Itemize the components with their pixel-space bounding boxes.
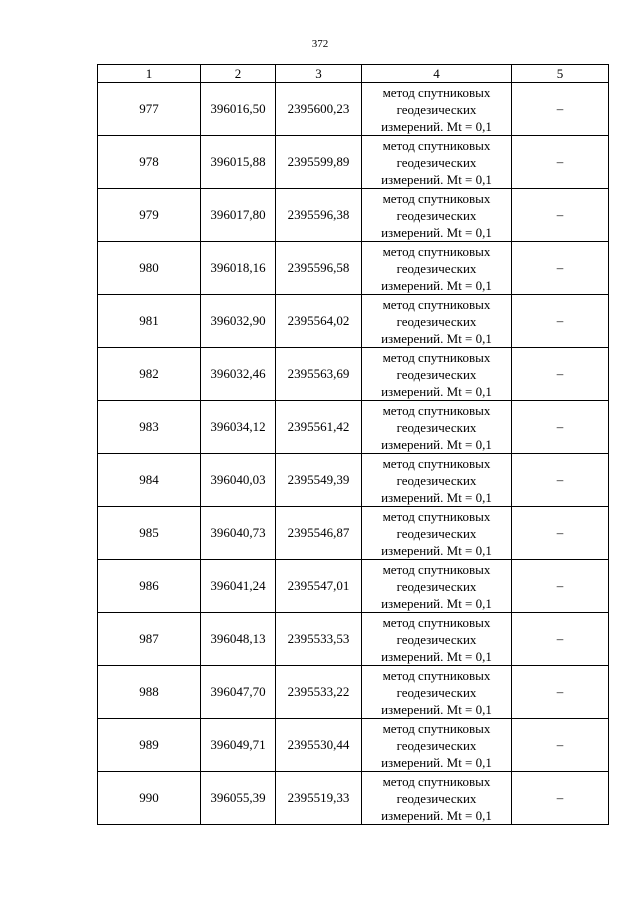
table-row xyxy=(98,295,609,348)
method-description xyxy=(362,295,512,348)
point-number: 977 xyxy=(98,83,201,136)
column-header-3: 3 xyxy=(276,65,362,83)
method-line: измерений. Mt = 0,1 xyxy=(381,436,492,452)
note: – xyxy=(512,136,609,189)
method-description xyxy=(362,136,512,189)
note: – xyxy=(512,613,609,666)
y-coordinate: 2395530,44 xyxy=(276,719,362,772)
method-line: измерений. Mt = 0,1 xyxy=(381,754,492,770)
point-number: 987 xyxy=(98,613,201,666)
y-coordinate: 2395599,89 xyxy=(276,136,362,189)
method-line: измерений. Mt = 0,1 xyxy=(381,171,492,187)
x-coordinate: 396032,90 xyxy=(201,295,276,348)
x-coordinate: 396015,88 xyxy=(201,136,276,189)
method-description xyxy=(362,507,512,560)
point-number: 983 xyxy=(98,401,201,454)
table-row xyxy=(98,560,609,613)
method-line: измерений. Mt = 0,1 xyxy=(381,648,492,664)
x-coordinate: 396032,46 xyxy=(201,348,276,401)
y-coordinate: 2395533,22 xyxy=(276,666,362,719)
note: – xyxy=(512,295,609,348)
method-line: метод спутниковых xyxy=(382,773,491,789)
method-line: геодезических xyxy=(396,472,477,488)
x-coordinate: 396047,70 xyxy=(201,666,276,719)
method-line: метод спутниковых xyxy=(382,667,491,683)
method-line: метод спутниковых xyxy=(382,720,491,736)
point-number: 982 xyxy=(98,348,201,401)
table-row xyxy=(98,401,609,454)
method-line: измерений. Mt = 0,1 xyxy=(381,595,492,611)
y-coordinate: 2395600,23 xyxy=(276,83,362,136)
method-line: измерений. Mt = 0,1 xyxy=(381,224,492,240)
y-coordinate: 2395533,53 xyxy=(276,613,362,666)
method-description xyxy=(362,83,512,136)
method-line: метод спутниковых xyxy=(382,402,491,418)
method-line: метод спутниковых xyxy=(382,137,491,153)
method-line: геодезических xyxy=(396,154,477,170)
x-coordinate: 396055,39 xyxy=(201,772,276,825)
method-description xyxy=(362,560,512,613)
y-coordinate: 2395596,38 xyxy=(276,189,362,242)
x-coordinate: 396018,16 xyxy=(201,242,276,295)
x-coordinate: 396034,12 xyxy=(201,401,276,454)
y-coordinate: 2395563,69 xyxy=(276,348,362,401)
method-description xyxy=(362,666,512,719)
method-line: метод спутниковых xyxy=(382,614,491,630)
method-description xyxy=(362,242,512,295)
table-row xyxy=(98,136,609,189)
table-row xyxy=(98,83,609,136)
method-line: геодезических xyxy=(396,631,477,647)
y-coordinate: 2395547,01 xyxy=(276,560,362,613)
table-row xyxy=(98,189,609,242)
method-line: геодезических xyxy=(396,207,477,223)
method-line: геодезических xyxy=(396,419,477,435)
method-line: измерений. Mt = 0,1 xyxy=(381,383,492,399)
method-description xyxy=(362,772,512,825)
method-line: измерений. Mt = 0,1 xyxy=(381,542,492,558)
point-number: 984 xyxy=(98,454,201,507)
method-line: геодезических xyxy=(396,366,477,382)
x-coordinate: 396040,73 xyxy=(201,507,276,560)
method-line: метод спутниковых xyxy=(382,561,491,577)
table-row xyxy=(98,719,609,772)
method-line: метод спутниковых xyxy=(382,455,491,471)
column-header-1: 1 xyxy=(98,65,201,83)
x-coordinate: 396040,03 xyxy=(201,454,276,507)
note: – xyxy=(512,401,609,454)
y-coordinate: 2395564,02 xyxy=(276,295,362,348)
note: – xyxy=(512,242,609,295)
point-number: 978 xyxy=(98,136,201,189)
x-coordinate: 396048,13 xyxy=(201,613,276,666)
point-number: 990 xyxy=(98,772,201,825)
note: – xyxy=(512,772,609,825)
note: – xyxy=(512,666,609,719)
method-line: геодезических xyxy=(396,684,477,700)
table-row xyxy=(98,772,609,825)
x-coordinate: 396017,80 xyxy=(201,189,276,242)
method-line: измерений. Mt = 0,1 xyxy=(381,277,492,293)
method-description xyxy=(362,348,512,401)
method-line: геодезических xyxy=(396,790,477,806)
point-number: 985 xyxy=(98,507,201,560)
method-line: геодезических xyxy=(396,313,477,329)
note: – xyxy=(512,719,609,772)
method-line: измерений. Mt = 0,1 xyxy=(381,701,492,717)
method-description xyxy=(362,454,512,507)
x-coordinate: 396016,50 xyxy=(201,83,276,136)
x-coordinate: 396041,24 xyxy=(201,560,276,613)
method-description xyxy=(362,613,512,666)
x-coordinate: 396049,71 xyxy=(201,719,276,772)
note: – xyxy=(512,560,609,613)
method-line: метод спутниковых xyxy=(382,84,491,100)
method-line: метод спутниковых xyxy=(382,243,491,259)
method-line: метод спутниковых xyxy=(382,190,491,206)
y-coordinate: 2395519,33 xyxy=(276,772,362,825)
method-line: геодезических xyxy=(396,260,477,276)
note: – xyxy=(512,348,609,401)
column-header-2: 2 xyxy=(201,65,276,83)
note: – xyxy=(512,507,609,560)
point-number: 986 xyxy=(98,560,201,613)
table-header-row xyxy=(98,65,609,83)
y-coordinate: 2395596,58 xyxy=(276,242,362,295)
table-row xyxy=(98,242,609,295)
coordinates-table xyxy=(97,64,609,825)
page-number: 372 xyxy=(311,38,329,50)
point-number: 980 xyxy=(98,242,201,295)
method-line: измерений. Mt = 0,1 xyxy=(381,330,492,346)
y-coordinate: 2395549,39 xyxy=(276,454,362,507)
method-description xyxy=(362,719,512,772)
table-row xyxy=(98,666,609,719)
note: – xyxy=(512,454,609,507)
table-row xyxy=(98,454,609,507)
point-number: 989 xyxy=(98,719,201,772)
method-line: геодезических xyxy=(396,737,477,753)
point-number: 979 xyxy=(98,189,201,242)
point-number: 981 xyxy=(98,295,201,348)
table-row xyxy=(98,613,609,666)
method-line: измерений. Mt = 0,1 xyxy=(381,807,492,823)
column-header-4: 4 xyxy=(362,65,512,83)
note: – xyxy=(512,83,609,136)
y-coordinate: 2395561,42 xyxy=(276,401,362,454)
table-row xyxy=(98,348,609,401)
method-line: метод спутниковых xyxy=(382,296,491,312)
method-line: измерений. Mt = 0,1 xyxy=(381,489,492,505)
column-header-5: 5 xyxy=(512,65,609,83)
point-number: 988 xyxy=(98,666,201,719)
note: – xyxy=(512,189,609,242)
method-line: метод спутниковых xyxy=(382,508,491,524)
table-body xyxy=(98,83,609,825)
y-coordinate: 2395546,87 xyxy=(276,507,362,560)
method-line: геодезических xyxy=(396,578,477,594)
method-line: метод спутниковых xyxy=(382,349,491,365)
method-line: измерений. Mt = 0,1 xyxy=(381,118,492,134)
method-line: геодезических xyxy=(396,101,477,117)
method-description xyxy=(362,189,512,242)
method-description xyxy=(362,401,512,454)
method-line: геодезических xyxy=(396,525,477,541)
table-row xyxy=(98,507,609,560)
